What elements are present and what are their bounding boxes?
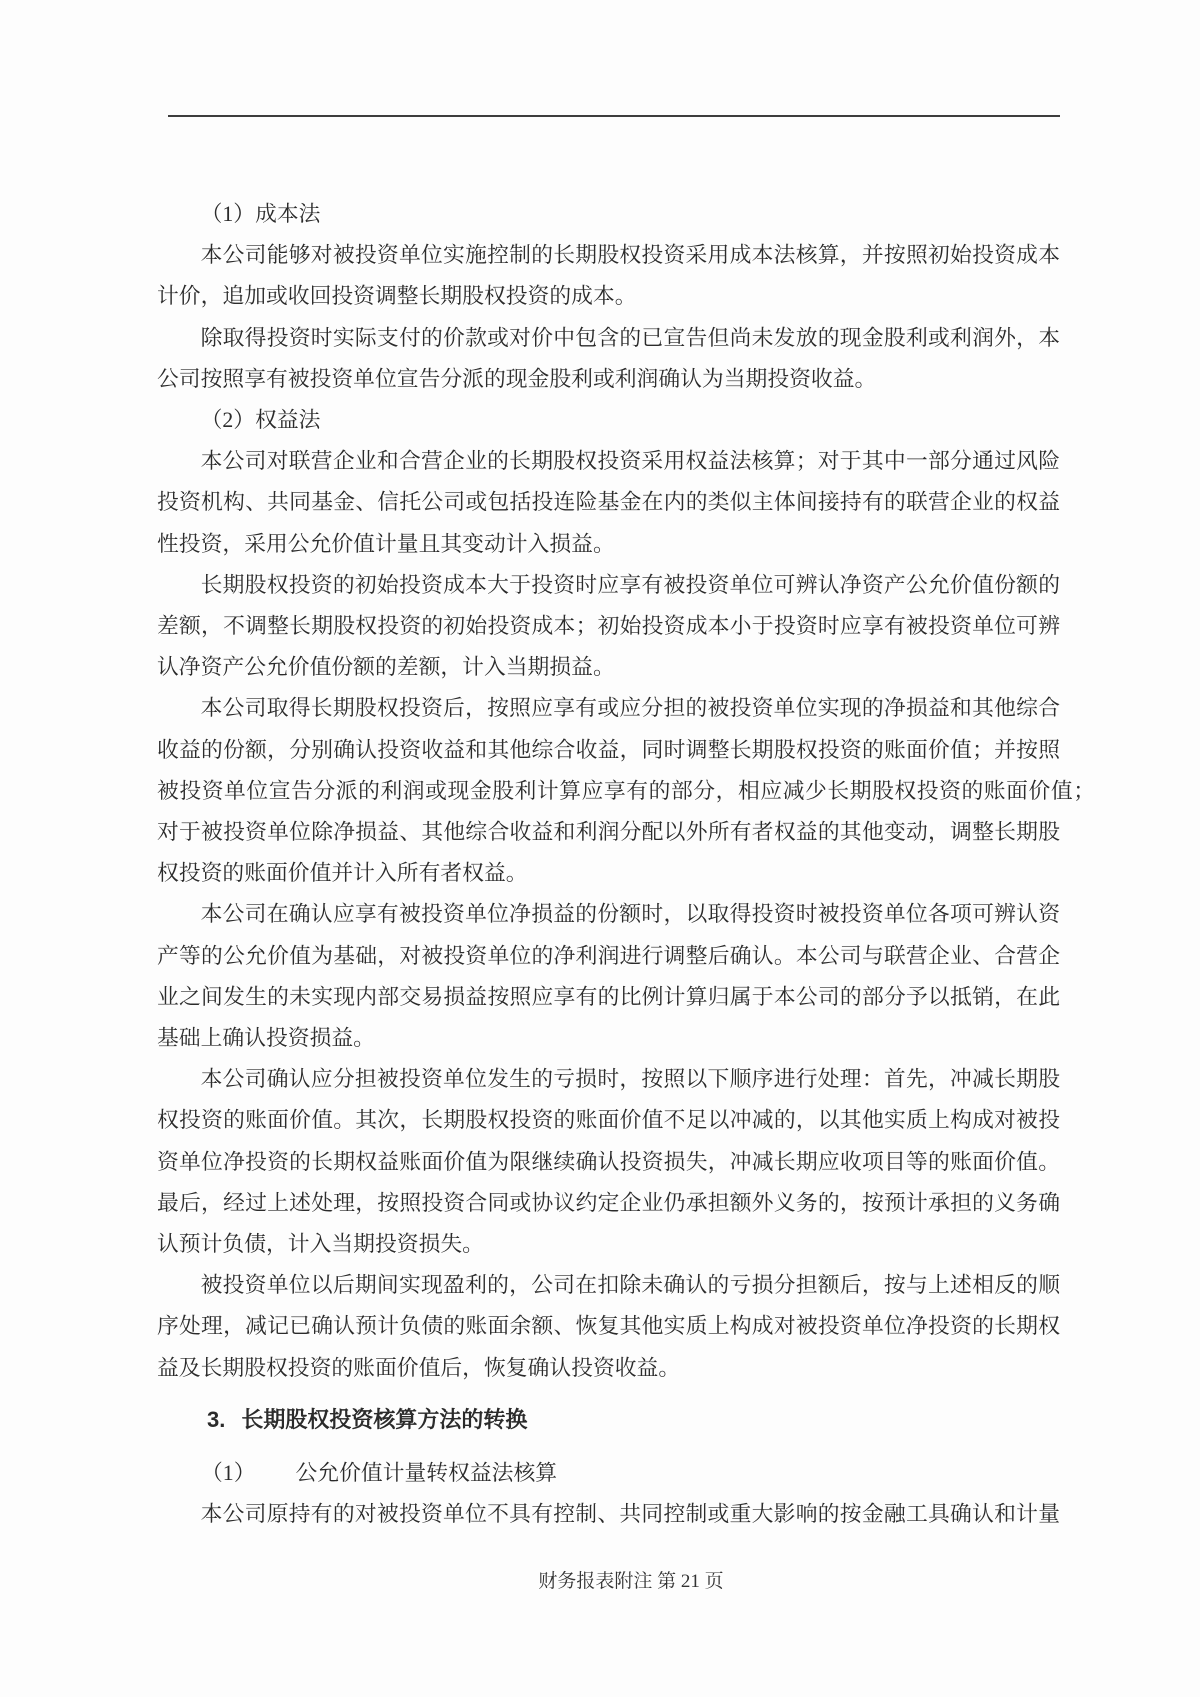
text-line: 投资机构、共同基金、信托公司或包括投连险基金在内的类似主体间接持有的联营企业的权益 (157, 490, 1060, 515)
text-line: 认净资产公允价值份额的差额，计入当期损益。 (157, 655, 615, 680)
text-line: 对于被投资单位除净损益、其他综合收益和利润分配以外所有者权益的其他变动，调整长期股 (157, 820, 1060, 845)
text-line: 长期股权投资的初始投资成本大于投资时应享有被投资单位可辨认净资产公允价值份额的 (200, 572, 1060, 597)
paragraph (157, 1265, 1060, 1389)
text-line: 益及长期股权投资的账面价值后，恢复确认投资收益。 (157, 1355, 681, 1380)
paragraph (157, 894, 1060, 1059)
paragraph (157, 1494, 1060, 1535)
text-line: 基础上确认投资损益。 (157, 1026, 375, 1051)
text-line: 本公司取得长期股权投资后，按照应享有或应分担的被投资单位实现的净损益和其他综合 (200, 696, 1060, 721)
footer-page-label: 财务报表附注 第 21 页 (538, 1571, 724, 1592)
text-line: 收益的份额，分别确认投资收益和其他综合收益，同时调整长期股权投资的账面价值；并按照 (157, 737, 1060, 762)
text-line: 差额，不调整长期股权投资的初始投资成本；初始投资成本小于投资时应享有被投资单位可辨 (157, 614, 1060, 639)
paragraph (157, 318, 1060, 400)
text-line: 计价，追加或收回投资调整长期股权投资的成本。 (157, 284, 637, 309)
header-rule (168, 115, 1060, 117)
paragraph (157, 565, 1060, 689)
text-line: 性投资，采用公允价值计量且其变动计入损益。 (157, 531, 615, 556)
sub-section-number: （1） (201, 1461, 256, 1486)
text-line: 本公司原持有的对被投资单位不具有控制、共同控制或重大影响的按金融工具确认和计量 (200, 1502, 1060, 1527)
paragraph (157, 1059, 1060, 1265)
paragraph (157, 441, 1060, 565)
text-line: 权投资的账面价值并计入所有者权益。 (157, 861, 528, 886)
sub-section-heading (157, 1453, 1060, 1494)
text-line: 产等的公允价值为基础，对被投资单位的净利润进行调整后确认。本公司与联营企业、合营企 (157, 943, 1060, 968)
text-line: 除取得投资时实际支付的价款或对价中包含的已宣告但尚未发放的现金股利或利润外，本 (200, 325, 1060, 350)
text-line: 本公司对联营企业和合营企业的长期股权投资采用权益法核算；对于其中一部分通过风险 (200, 449, 1060, 474)
text-line: 序处理，减记已确认预计负债的账面余额、恢复其他实质上构成对被投资单位净投资的长期权 (157, 1314, 1060, 1339)
section-heading (157, 1399, 1060, 1440)
text-line: 公司按照享有被投资单位宣告分派的现金股利或利润确认为当期投资收益。 (157, 366, 877, 391)
text-line: 最后，经过上述处理，按照投资合同或协议约定企业仍承担额外义务的，按预计承担的义务确 (157, 1190, 1060, 1215)
text-line: 本公司确认应分担被投资单位发生的亏损时，按照以下顺序进行处理：首先，冲减长期股 (200, 1067, 1060, 1092)
text-line: 业之间发生的未实现内部交易损益按照应享有的比例计算归属于本公司的部分予以抵销，在此 (157, 984, 1060, 1009)
paragraph (157, 235, 1060, 317)
sub-section-text: 公允价值计量转权益法核算 (295, 1461, 558, 1486)
text-line: 认预计负债，计入当期投资损失。 (157, 1232, 484, 1257)
text-line: 资单位净投资的长期权益账面价值为限继续确认投资损失，冲减长期应收项目等的账面价值。 (157, 1149, 1060, 1174)
text-line: 被投资单位宣告分派的利润或现金股利计算应享有的部分，相应减少长期股权投资的账面价值； (157, 778, 1095, 803)
sub-heading: （2）权益法 (200, 408, 321, 433)
text-line: 本公司在确认应享有被投资单位净损益的份额时，以取得投资时被投资单位各项可辨认资 (200, 902, 1060, 927)
section-heading-text: 长期股权投资核算方法的转换 (241, 1406, 528, 1432)
sub-heading: （1）成本法 (200, 202, 321, 226)
document-body (157, 194, 1095, 1536)
text-line: 本公司能够对被投资单位实施控制的长期股权投资采用成本法核算，并按照初始投资成本 (200, 243, 1060, 268)
text-line: 权投资的账面价值。其次，长期股权投资的账面价值不足以冲减的，以其他实质上构成对被投 (157, 1108, 1060, 1133)
text-line: 被投资单位以后期间实现盈利的，公司在扣除未确认的亏损分担额后，按与上述相反的顺 (200, 1273, 1060, 1298)
section-heading-number: 3. (207, 1406, 226, 1432)
paragraph (157, 688, 1095, 894)
